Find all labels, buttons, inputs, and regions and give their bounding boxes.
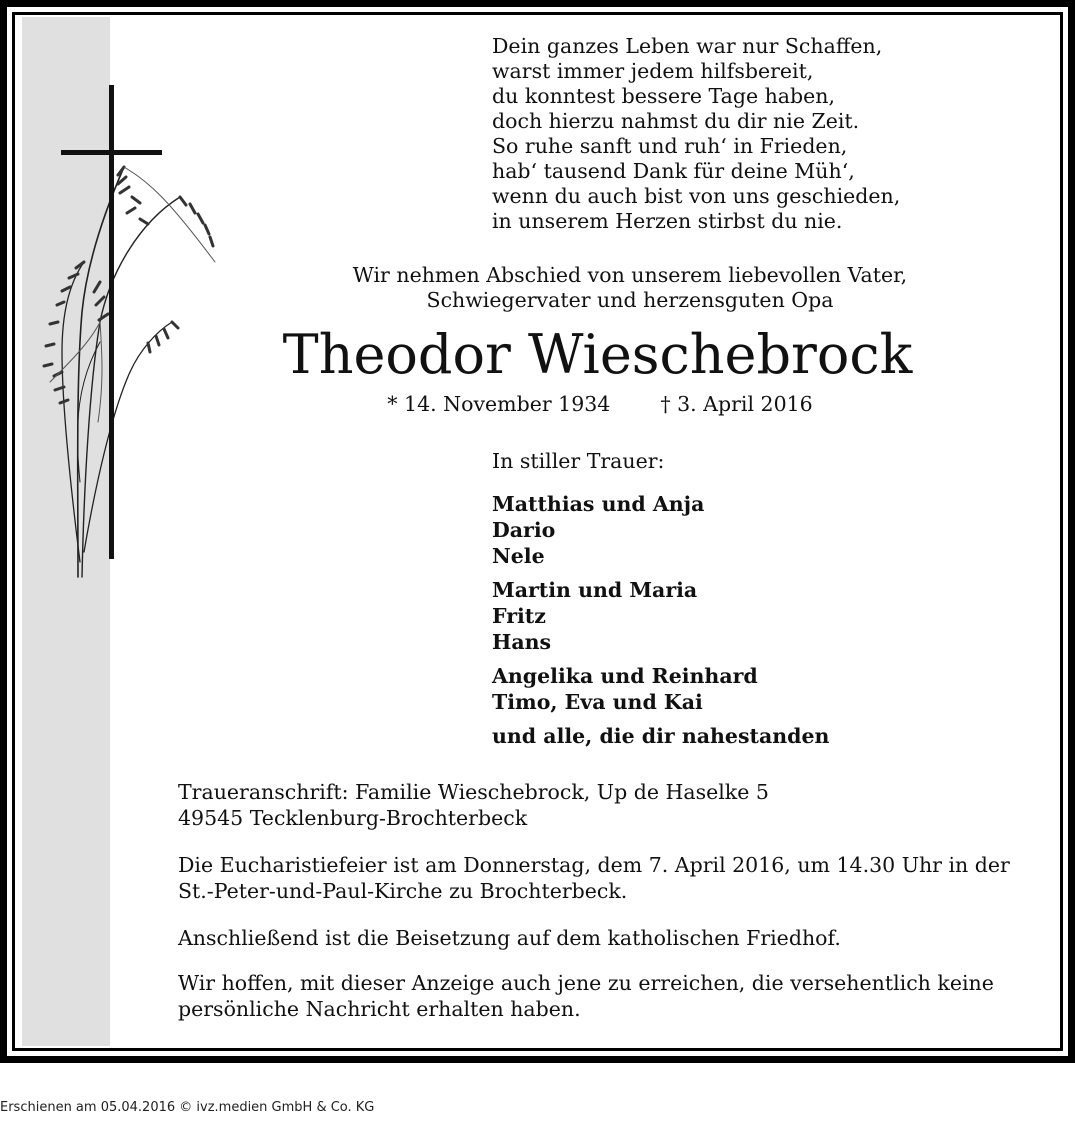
mourner-name: Timo, Eva und Kai bbox=[492, 690, 703, 714]
mourner-group bbox=[492, 663, 758, 715]
mourning-address bbox=[178, 779, 1018, 831]
poem-line: wenn du auch bist von uns geschieden, bbox=[492, 184, 901, 208]
farewell-line: Wir nehmen Abschied von unserem liebevollen Vater, bbox=[352, 263, 908, 287]
address-line: 49545 Tecklenburg-Brochterbeck bbox=[178, 806, 528, 830]
cross-and-wheat-ornament bbox=[40, 82, 230, 587]
mourner-name: Hans bbox=[492, 630, 552, 654]
mourner-name: Matthias und Anja bbox=[492, 492, 705, 516]
life-dates bbox=[300, 391, 900, 417]
mourners-intro: In stiller Trauer: bbox=[492, 449, 665, 473]
poem-line: in unserem Herzen stirbst du nie. bbox=[492, 209, 843, 233]
mourner-group bbox=[492, 577, 697, 655]
poem-line: doch hierzu nahmst du dir nie Zeit. bbox=[492, 109, 860, 133]
cross-icon bbox=[61, 85, 162, 559]
mourner-name: Dario bbox=[492, 518, 556, 542]
publication-footer: Erschienen am 05.04.2016 © ivz.medien GmbH & Co. KG bbox=[0, 1100, 375, 1115]
poem bbox=[492, 34, 900, 234]
deceased-name: Theodor Wieschebrock bbox=[282, 323, 913, 386]
poem-line: So ruhe sanft und ruh‘ in Frieden, bbox=[492, 134, 848, 158]
notice-info bbox=[178, 970, 1018, 1022]
address-line: Traueranschrift: Familie Wieschebrock, Up de Haselke 5 bbox=[178, 780, 769, 804]
service-line: St.-Peter-und-Paul-Kirche zu Brochterbeck. bbox=[178, 879, 628, 903]
mourner-name: Martin und Maria bbox=[492, 578, 698, 602]
mourner-name: Fritz bbox=[492, 604, 546, 628]
notice-line: persönliche Nachricht erhalten haben. bbox=[178, 997, 581, 1021]
poem-line: hab‘ tausend Dank für deine Müh‘, bbox=[492, 159, 855, 183]
birth-date: * 14. November 1934 bbox=[387, 392, 611, 416]
poem-line: warst immer jedem hilfsbereit, bbox=[492, 59, 814, 83]
death-date: † 3. April 2016 bbox=[660, 392, 813, 416]
poem-line: du konntest bessere Tage haben, bbox=[492, 84, 836, 108]
farewell-line: Schwiegervater und herzensguten Opa bbox=[426, 288, 834, 312]
poem-line: Dein ganzes Leben war nur Schaffen, bbox=[492, 34, 883, 58]
service-info bbox=[178, 852, 1018, 904]
mourner-name: Angelika und Reinhard bbox=[492, 664, 758, 688]
mourners-closing: und alle, die dir nahestanden bbox=[492, 724, 830, 748]
wheat-icon bbox=[44, 167, 215, 577]
notice-line: Wir hoffen, mit dieser Anzeige auch jene zu erreichen, die versehentlich keine bbox=[178, 971, 994, 995]
farewell-text bbox=[300, 263, 960, 313]
mourner-name: Nele bbox=[492, 544, 545, 568]
service-line: Die Eucharistiefeier ist am Donnerstag, dem 7. April 2016, um 14.30 Uhr in der bbox=[178, 853, 1010, 877]
mourner-group bbox=[492, 491, 704, 569]
burial-line: Anschließend ist die Beisetzung auf dem katholischen Friedhof. bbox=[178, 926, 841, 950]
burial-info bbox=[178, 925, 1018, 951]
